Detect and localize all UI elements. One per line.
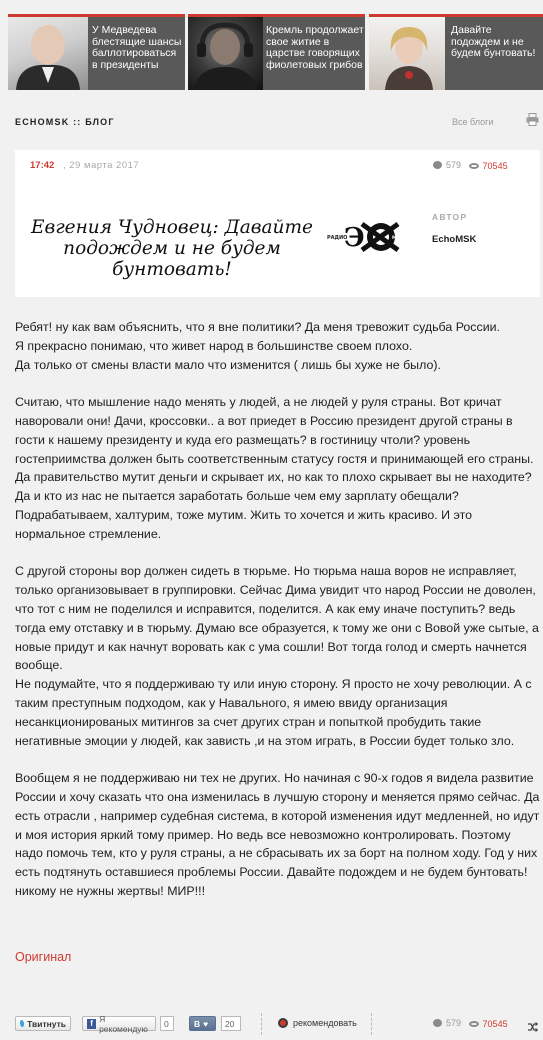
post-time: 17:42 [30,160,55,171]
post-header-card [15,150,540,297]
share-bar [15,1013,543,1035]
article-paragraph: Считаю, что мышление надо менять у людей, а не людей у руля страны. Вот кричат наворовали они! Дачи, кроссовки.. а вот приедет в Россию президент другой страны в гости к нашему президенту и куда его размещать? в гостиницу чтоли? уровень гостеприимства должен быть соответственным статусу гостя и принимающей его страны. Да правительство мутит деньги и скрывает их, но как то плохо скрывает вы не находите? Да и кто из нас не пытается заработать больше чем ему зарплату обещали? Подрабатываем, халтурим, тоже мутим. Жить то хочется и жить красиво. И это нормальное стремление. [15,395,534,541]
article-paragraph [15,562,540,750]
author-name[interactable]: EchoMSK [432,234,477,245]
promo-caption[interactable]: Давайте подождем и не будем бунтовать! [451,24,536,59]
bottom-stats [433,1018,508,1029]
promo-photo [8,17,88,90]
breadcrumb[interactable]: ECHOMSK :: БЛОГ [15,117,115,127]
article-line: Ребят! ну как вам объяснить, что я вне политики? Да меня тревожит судьба России. [15,320,500,334]
share-icon[interactable] [527,1019,538,1029]
article-paragraph: Вообщем я не поддерживаю ни тех не других. Но начиная с 90-х годов я видела развитие России и хочу сказать что она изменилась в лучшую сторону и меняется прямо сейчас. Да есть отрасли , например судебная система, в которой изменения идут медленней, но идут и моя история яркий тому пример. Но ведь все невозможно контролировать. Поэтому надо помочь тем, кто у руля страны, а не сбрасывать их за борт на полном ходу. Год у них есть подтянуть оставшиеся проблемы России. Давайте подождем и не будем бунтовать! никому не нужны жертвы! МИР!!! [15,771,540,898]
post-title: Евгения Чудновец: Давайте подождем и не будем бунтовать! [31,217,313,280]
post-date: , 29 марта 2017 [63,160,140,171]
author-label: АВТОР [432,212,468,222]
comment-bubble-icon [433,161,442,169]
views-count: 70545 [482,1019,508,1029]
svg-text:Э: Э [344,223,365,253]
logo-text-left: РАДИО [327,235,348,241]
divider [371,1013,372,1035]
article-paragraph [15,318,540,374]
views-count: 70545 [482,161,508,171]
promo-photo [188,17,263,90]
comments-stat[interactable] [433,1018,461,1028]
promo-card[interactable] [188,14,365,90]
promo-strip [8,14,543,90]
article-body [15,318,540,920]
comments-stat[interactable] [433,160,461,170]
recommend-label: рекомендовать [293,1018,357,1028]
article-line: Да только от смены власти мало что изменится ( лишь бы хуже не было). [15,357,441,372]
article-line: Не подумайте, что я поддерживаю ту или иную сторону. Я просто не хочу революции. А с таким преступным подходом, как у Навального, я имею ввиду организация несанкционированых митингов за счет других стран и попыткой пробудить такие негативные эмоции у людей, как зависть ,и на этом играть, в России будет только зло. [15,677,532,748]
promo-caption[interactable]: У Медведева блестящие шансы баллотироваться в президенты [92,24,182,71]
vk-count: 20 [221,1016,241,1031]
promo-caption[interactable]: Кремль продолжает свое житие в царстве говорящих фиолетовых грибов [266,24,364,71]
all-blogs-link[interactable]: Все блоги [452,117,494,127]
twitter-bird-icon [20,1020,24,1027]
print-icon[interactable] [526,113,539,126]
article-line: С другой стороны вор должен сидеть в тюрьме. Но тюрьма наша воров не исправляет, только организовывает в группировки. Сейчас Дима увидит что народ России не доволен, что тот с ним не поделился и исправится, поделится. А как ему иначе поступить? ведь тогда ему отставку и в тюрьму. Думаю все образуется, к тому же они с Вовой уже сытые, а новые придут и как начнут воровать как с ума сошли! Вот тогда голод и смерть начнется вообще. [15,564,539,673]
echo-moskvy-logo[interactable] [326,218,418,254]
vk-label: В [194,1018,201,1029]
comment-bubble-icon [433,1019,442,1027]
divider [261,1013,262,1035]
promo-card[interactable] [369,14,543,90]
tweet-label: Твитнуть [27,1018,66,1029]
views-stat [469,161,508,171]
recommend-dot-icon [278,1018,288,1028]
post-stats [433,160,508,171]
comments-count: 579 [446,1018,462,1028]
promo-photo [369,17,445,90]
tweet-button[interactable] [15,1016,71,1031]
heart-icon: ♥ [203,1018,209,1029]
views-stat [469,1019,508,1029]
vk-like-button[interactable] [189,1016,216,1031]
facebook-icon: f [87,1019,96,1029]
logo-text-right: МОСКВЫ [392,236,416,241]
eye-icon [469,1021,479,1027]
article-line: Я прекрасно понимаю, что живет народ в большинстве своем плохо. [15,338,413,353]
promo-card[interactable] [8,14,185,90]
facebook-count: 0 [160,1016,174,1031]
fb-recommend-label: Я рекомендую [99,1013,148,1034]
facebook-recommend-button[interactable] [82,1013,156,1034]
recommend-button[interactable] [278,1018,357,1028]
eye-icon [469,163,479,169]
comments-count: 579 [446,160,462,170]
original-link[interactable]: Оригинал [15,950,72,964]
